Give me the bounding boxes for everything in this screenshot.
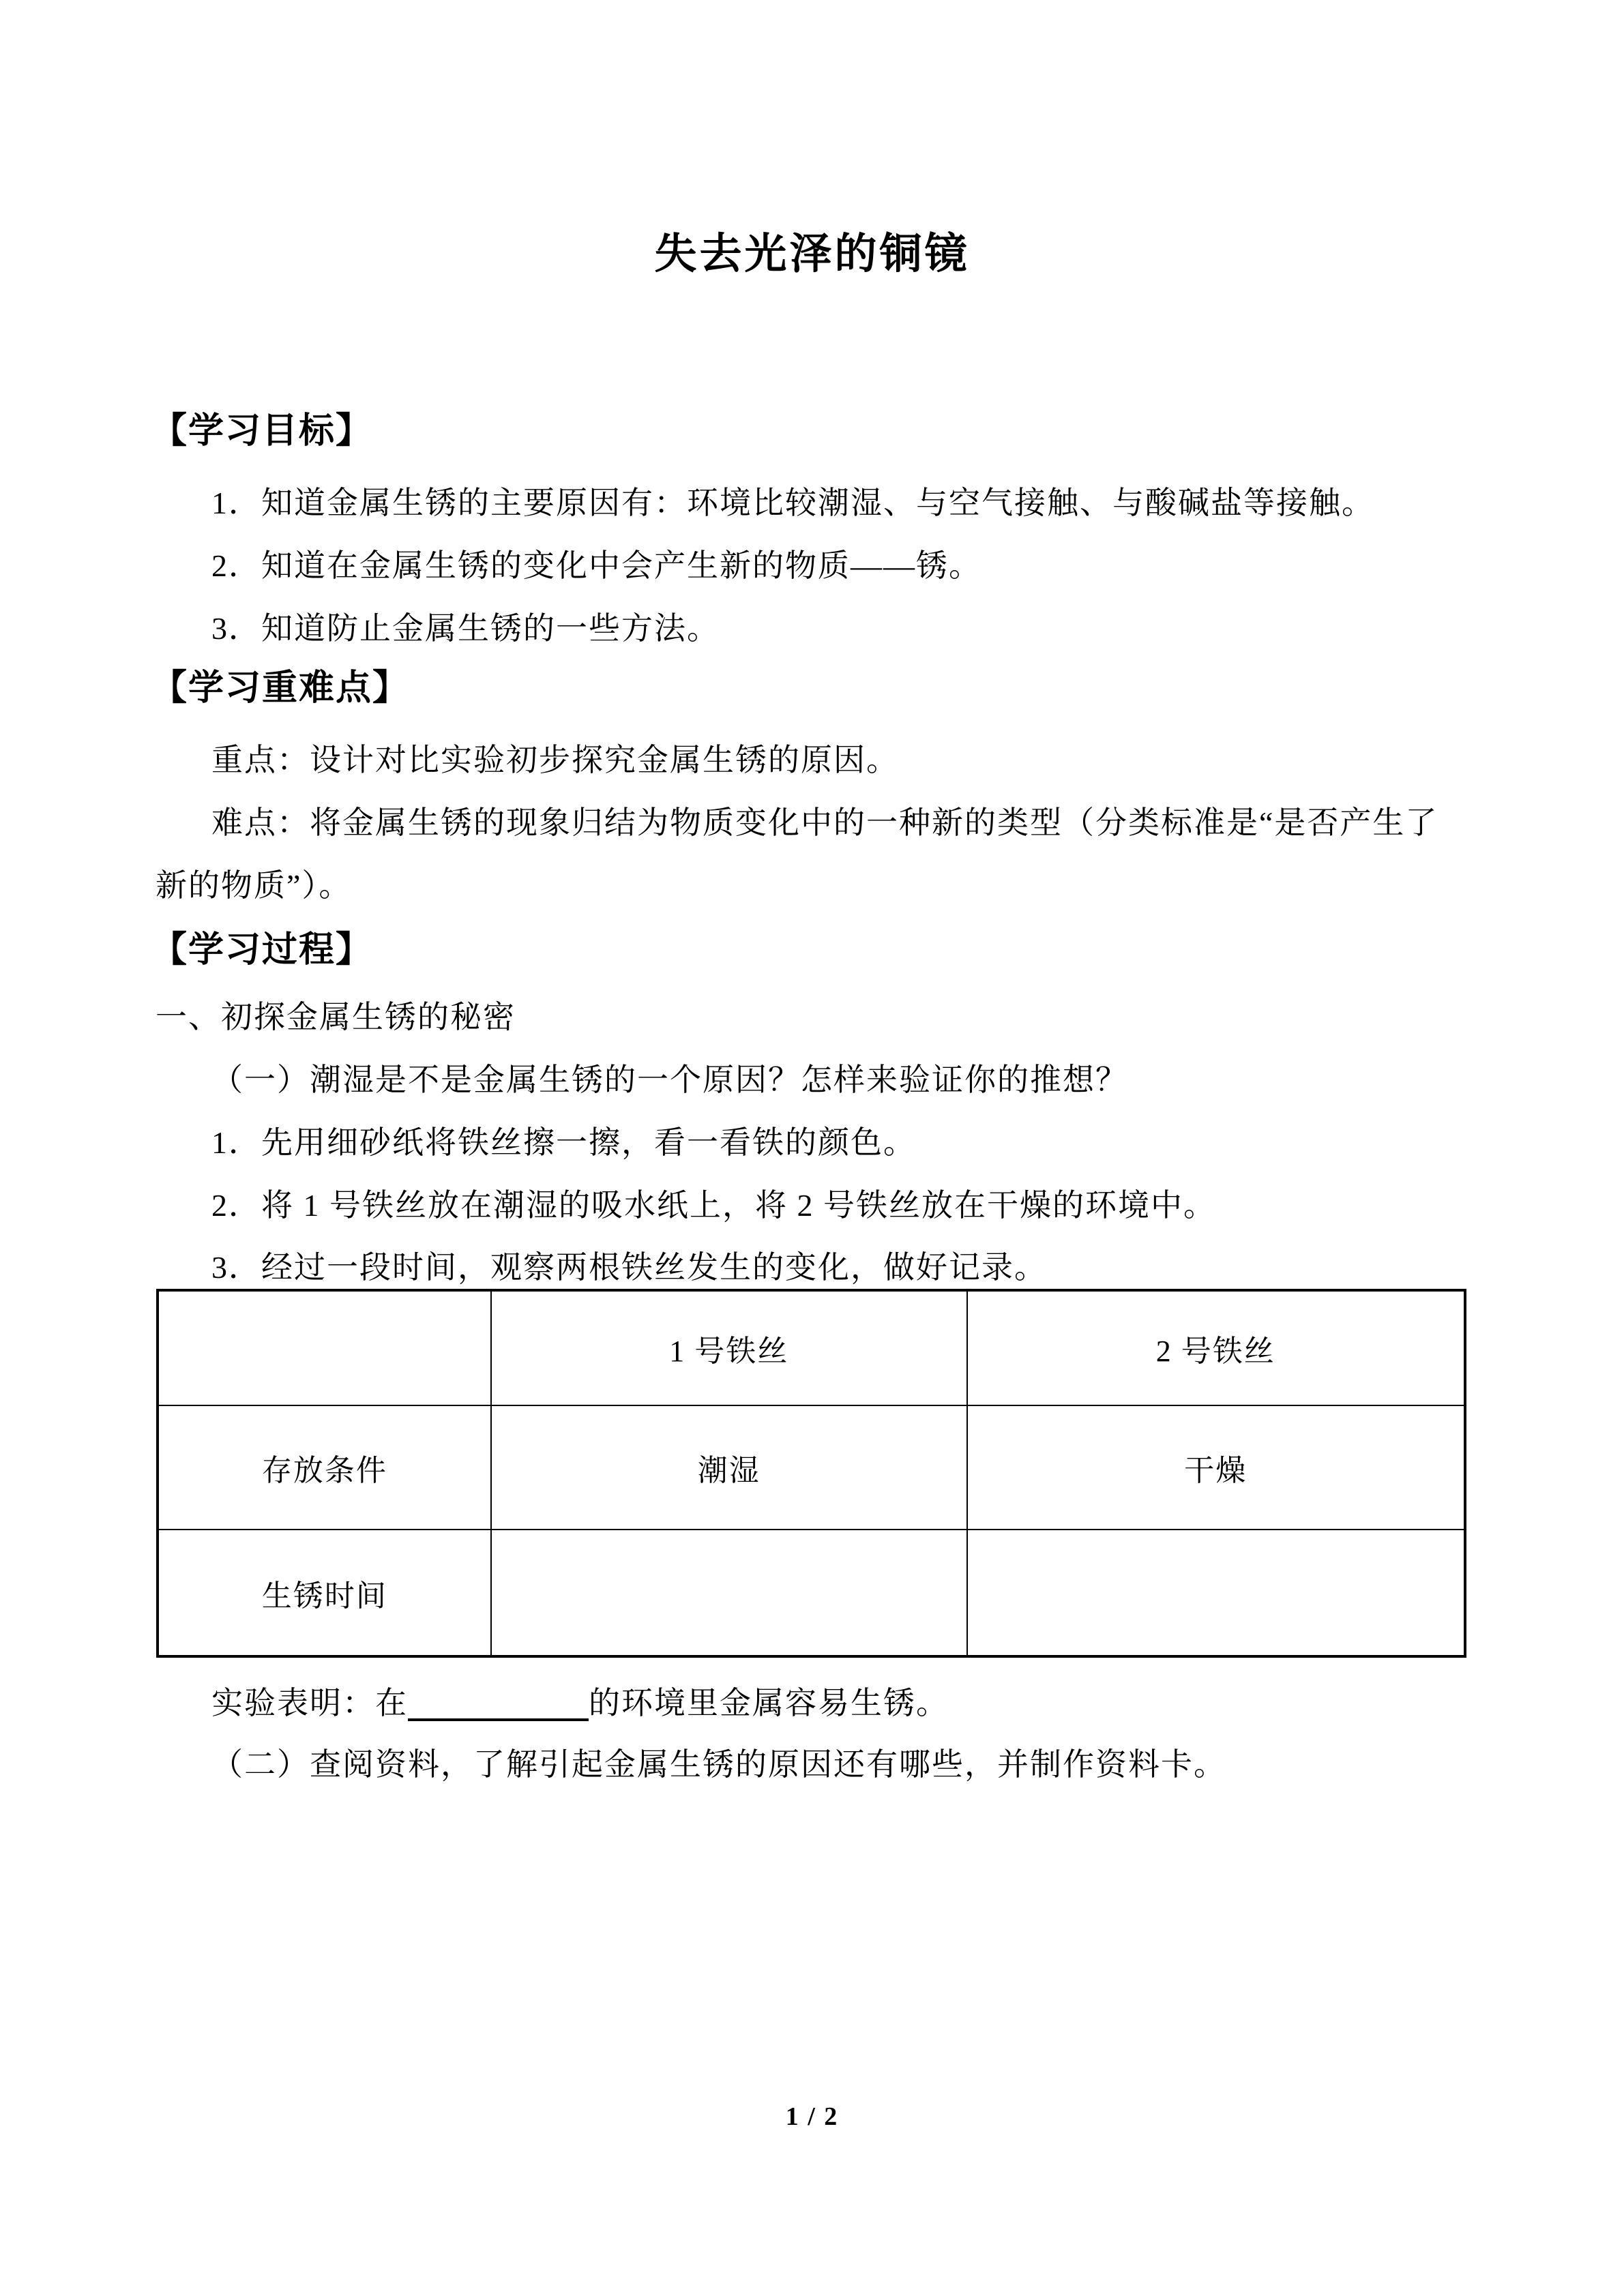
step-item-1: 1．先用细砂纸将铁丝擦一擦，看一看铁的颜色。 — [211, 1125, 916, 1160]
conclusion-suffix: 的环境里金属容易生锈。 — [589, 1686, 949, 1720]
process-question-1: （一）潮湿是不是金属生锈的一个原因？怎样来验证你的推想？ — [211, 1062, 1128, 1097]
table-cell-wire1-header: 1 号铁丝 — [491, 1290, 967, 1405]
table-cell-corner — [158, 1290, 491, 1405]
table-row-rust-time — [158, 1530, 1465, 1656]
table-row-storage-condition — [158, 1405, 1465, 1530]
conclusion-prefix: 实验表明：在 — [211, 1686, 408, 1720]
section-heading-goals: 【学习目标】 — [151, 412, 373, 451]
step-item-2: 2．将 1 号铁丝放在潮湿的吸水纸上，将 2 号铁丝放在干燥的环境中。 — [211, 1188, 1216, 1223]
conclusion-line — [211, 1684, 949, 1721]
table-cell-rust-time-wire2 — [967, 1530, 1465, 1656]
goal-item-1: 1．知道金属生锈的主要原因有：环境比较潮湿、与空气接触、与酸碱盐等接触。 — [211, 486, 1374, 520]
table-cell-wire2-header: 2 号铁丝 — [967, 1290, 1465, 1405]
table-cell-rust-time-label: 生锈时间 — [158, 1530, 491, 1656]
goal-item-3: 3．知道防止金属生锈的一些方法。 — [211, 611, 720, 646]
key-point-line: 重点：设计对比实验初步探究金属生锈的原因。 — [211, 743, 899, 777]
fill-in-blank — [408, 1684, 589, 1721]
goal-item-2: 2．知道在金属生锈的变化中会产生新的物质——锈。 — [211, 548, 981, 583]
experiment-record-table — [156, 1289, 1466, 1658]
difficult-point-line-2: 新的物质”）。 — [156, 868, 352, 903]
table-cell-storage-label: 存放条件 — [158, 1405, 491, 1530]
table-header-row — [158, 1290, 1465, 1405]
table-cell-storage-wire2: 干燥 — [967, 1405, 1465, 1530]
step-item-3: 3．经过一段时间，观察两根铁丝发生的变化，做好记录。 — [211, 1250, 1047, 1285]
page-number: 1 / 2 — [785, 2102, 839, 2131]
process-part-1-title: 一、初探金属生锈的秘密 — [156, 1000, 516, 1034]
page-title: 失去光泽的铜镜 — [654, 231, 970, 278]
section-heading-process: 【学习过程】 — [151, 931, 373, 970]
difficult-point-line-1: 难点：将金属生锈的现象归结为物质变化中的一种新的类型（分类标准是“是否产生了 — [211, 805, 1438, 840]
table-cell-rust-time-wire1 — [491, 1530, 967, 1656]
process-question-2: （二）查阅资料，了解引起金属生锈的原因还有哪些，并制作资料卡。 — [211, 1747, 1226, 1782]
table-cell-storage-wire1: 潮湿 — [491, 1405, 967, 1530]
section-heading-key-points: 【学习重难点】 — [151, 669, 410, 708]
